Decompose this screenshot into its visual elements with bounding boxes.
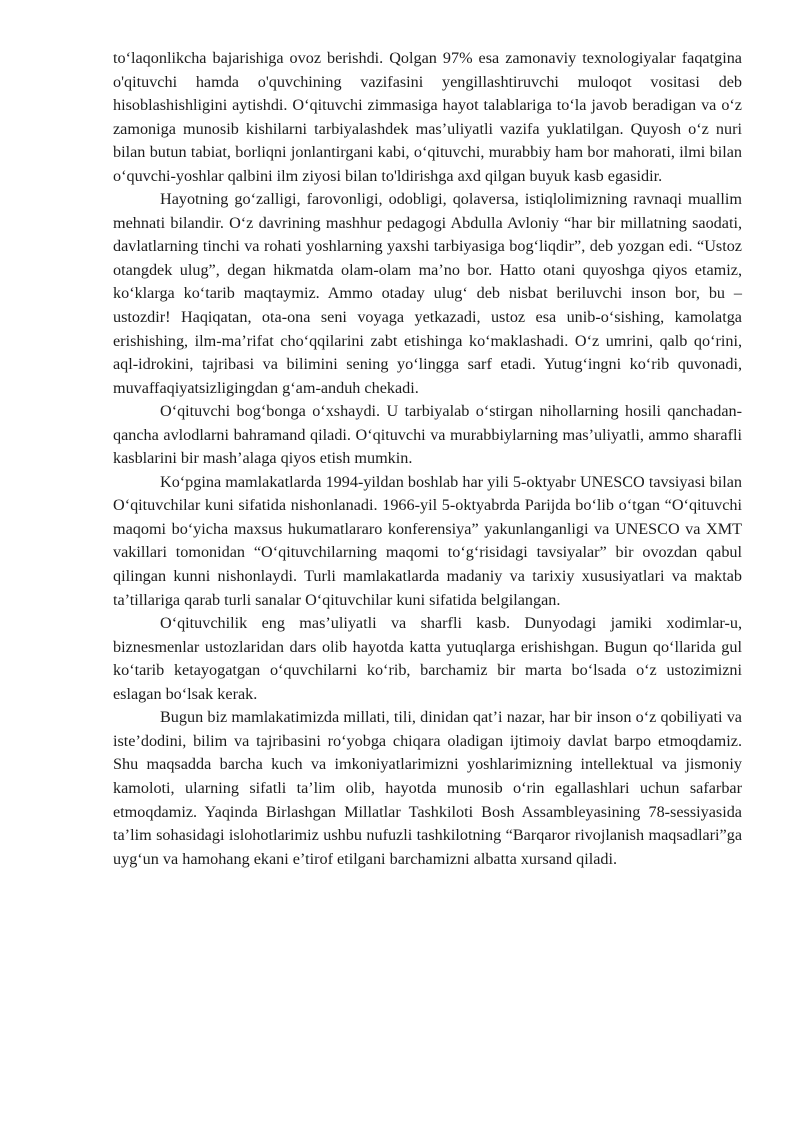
paragraph: Ko‘pgina mamlakatlarda 1994-yildan boshlab har yili 5-oktyabr UNESCO tavsiyasi bilan O‘qituvchilar kuni sifatida nishonlanadi. 1966-yil 5-oktyabrda Parijda bo‘lib o‘tgan “O‘qituvchi maqomi bo‘yicha maxsus hukumatlararo konferensiya” yakunlanganligi va UNESCO va XMT vakillari tomonidan “O‘qituvchilarning maqomi to‘g‘risidagi tavsiyalar” bir ovozdan qabul qilingan kunni nishonlaydi. Turli mamlakatlarda madaniy va tarixiy xususiyatlari va maktab ta’tillariga qarab turli sanalar O‘qituvchilar kuni sifatida belgilangan. <box>113 472 742 609</box>
paragraph: O‘qituvchilik eng mas’uliyatli va sharfli kasb. Dunyodagi jamiki xodimlar-u, biznesmenlar ustozlaridan dars olib hayotda katta yutuqlarga erishishgan. Bugun qo‘llarida gul ko‘tarib ketayogatgan o‘quvchilarni ko‘rib, barchamiz bir marta bo‘lsada o‘z ustozimizni eslagan bo‘lsak kerak. <box>113 614 742 703</box>
paragraph: O‘qituvchi bog‘bonga o‘xshaydi. U tarbiyalab o‘stirgan nihollarning hosili qanchadan-qancha avlodlarni bahramand qiladi. O‘qituvchi va murabbiylarning mas’uliyatli, ammo sharafli kasblarini bir mash’alaga qiyos etish mumkin. <box>113 402 742 468</box>
paragraph: Hayotning go‘zalligi, farovonligi, odobligi, qolaversa, istiqlolimizning ravnaqi muallim mehnati bilandir. O‘z davrining mashhur pedagogi Abdulla Avloniy “har bir millatning saodati, davlatlarning tinchi va rohati yoshlarning yaxshi tarbiyasiga bog‘liqdir”, deb yozgan edi. “Ustoz otangdek ulug”, degan hikmatda olam-olam ma’no bor. Hatto otani quyoshga qiyos etamiz, ko‘klarga ko‘tarib maqtaymiz. Ammo otaday ulug‘ deb nisbat beriluvchi inson bor, bu – ustozdir! Haqiqatan, ota-ona seni voyaga yetkazadi, ustoz esa unib-o‘sishing, kamolatga erishishing, ilm-ma’rifat cho‘qqilarini zabt etishinga ko‘maklashadi. O‘z umrini, qalb qo‘rini, aql-idrokini, tajribasi va bilimini sening yo‘lingga sarf etadi. Yutug‘ingni ko‘rib quvonadi, muvaffaqiyatsizligingdan g‘am-anduh chekadi. <box>113 190 742 397</box>
document-page <box>113 47 742 871</box>
paragraph-continuation: to‘laqonlikcha bajarishiga ovoz berishdi. Qolgan 97% esa zamonaviy texnologiyalar faqatgina o'qituvchi hamda o'quvchining vazifasini yengillashtiruvchi muloqot vositasi deb hisoblashishligini aytishdi. O‘qituvchi zimmasiga hayot talablariga to‘la javob beradigan va o‘z zamoniga munosib kishilarni tarbiyalashdek mas’uliyatli vazifa yuklatilgan. Quyosh o‘z nuri bilan butun tabiat, borliqni jonlantirgani kabi, o‘qituvchi, murabbiy ham bor mahorati, ilmi bilan o‘quvchi-yoshlar qalbini ilm ziyosi bilan to'ldirishga axd qilgan buyuk kasb egasidir. <box>113 49 742 185</box>
paragraph: Bugun biz mamlakatimizda millati, tili, dinidan qat’i nazar, har bir inson o‘z qobiliyati va iste’dodini, bilim va tajribasini ro‘yobga chiqara oladigan ijtimoiy davlat barpo etmoqdamiz. Shu maqsadda barcha kuch va imkoniyatlarimizni yoshlarimizning intellektual va jismoniy kamoloti, ularning sifatli ta’lim olib, hayotda munosib o‘rin egallashlari uchun safarbar etmoqdamiz. Yaqinda Birlashgan Millatlar Tashkiloti Bosh Assambleyasining 78-sessiyasida ta’lim sohasidagi islohotlarimiz ushbu nufuzli tashkilotning “Barqaror rivojlanish maqsadlari”ga uyg‘un va hamohang ekani e’tirof etilgani barchamizni albatta xursand qiladi. <box>113 708 742 868</box>
